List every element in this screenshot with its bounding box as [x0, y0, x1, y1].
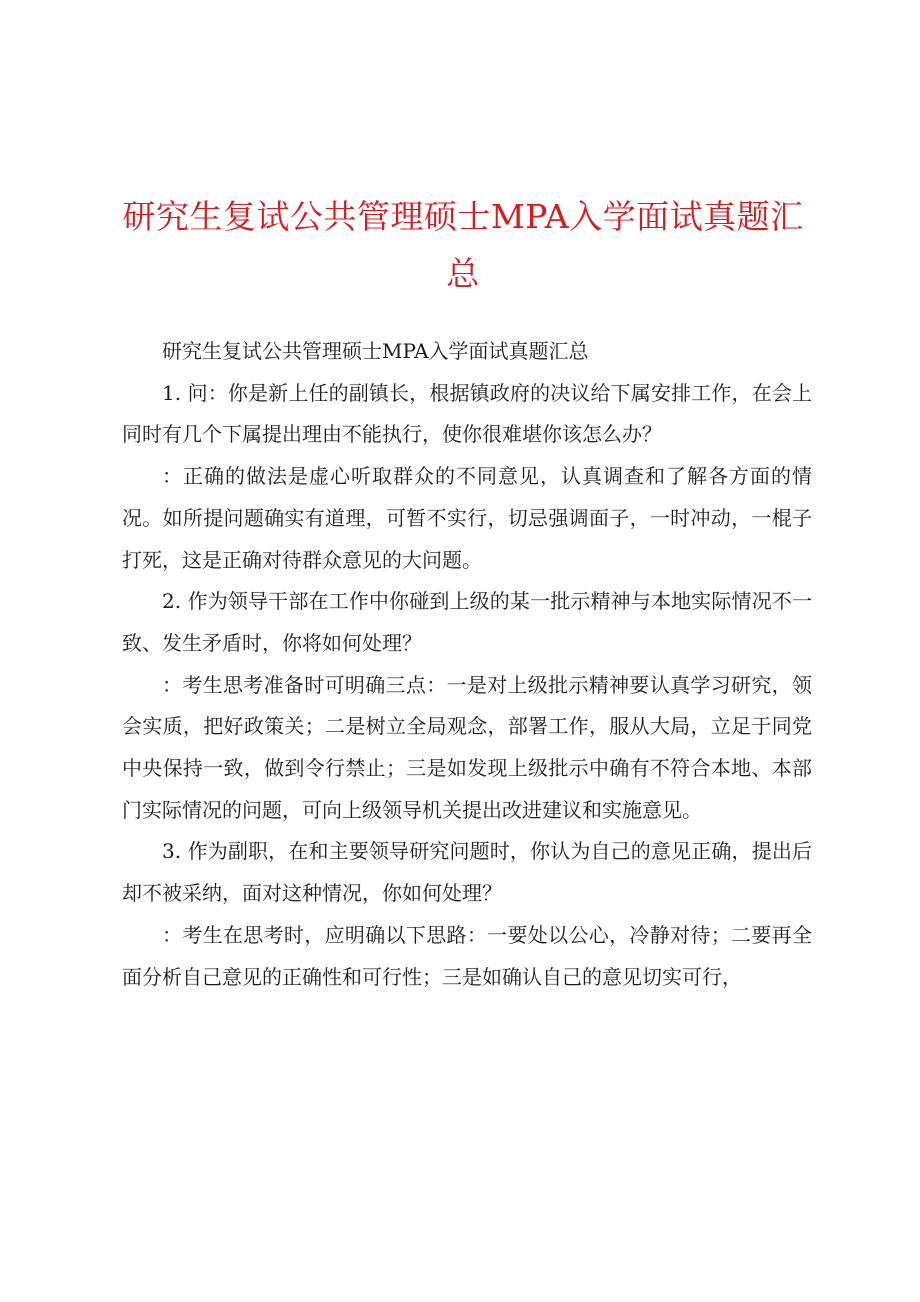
question-3: 3. 作为副职，在和主要领导研究问题时，你认为自己的意见正确，提出后却不被采纳，面对这种情况，你如何处理？: [122, 839, 812, 906]
document-title: 研究生复试公共管理硕士MPA入学面试真题汇总: [122, 197, 804, 293]
question-2: 2. 作为领导干部在工作中你碰到上级的某一批示精神与本地实际情况不一致、发生矛盾时，你将如何处理？: [122, 589, 812, 655]
answer-1: ：正确的做法是虚心听取群众的不同意见，认真调查和了解各方面的情况。如所提问题确实有道理，可暂不实行，切忌强调面子，一时冲动，一棍子打死，这是正确对待群众意见的大问题。: [122, 464, 812, 572]
document-body: [122, 331, 812, 998]
question-1: 1. 问：你是新上任的副镇长，根据镇政府的决议给下属安排工作，在会上同时有几个下属提出理由不能执行，使你很难堪你该怎么办？: [122, 380, 812, 447]
answer-2: ：考生思考准备时可明确三点：一是对上级批示精神要认真学习研究，领会实质，把好政策关；二是树立全局观念，部署工作，服从大局，立足于同党中央保持一致，做到令行禁止；三是如发现上级批示中确有不符合本地、本部门实际情况的问题，可向上级领导机关提出改进建议和实施意见。: [122, 672, 812, 822]
answer-3: ：考生在思考时，应明确以下思路：一要处以公心，冷静对待；二要再全面分析自己意见的正确性和可行性；三是如确认自己的意见切实可行，: [122, 922, 812, 989]
subtitle-paragraph: 研究生复试公共管理硕士MPA入学面试真题汇总: [162, 339, 589, 363]
